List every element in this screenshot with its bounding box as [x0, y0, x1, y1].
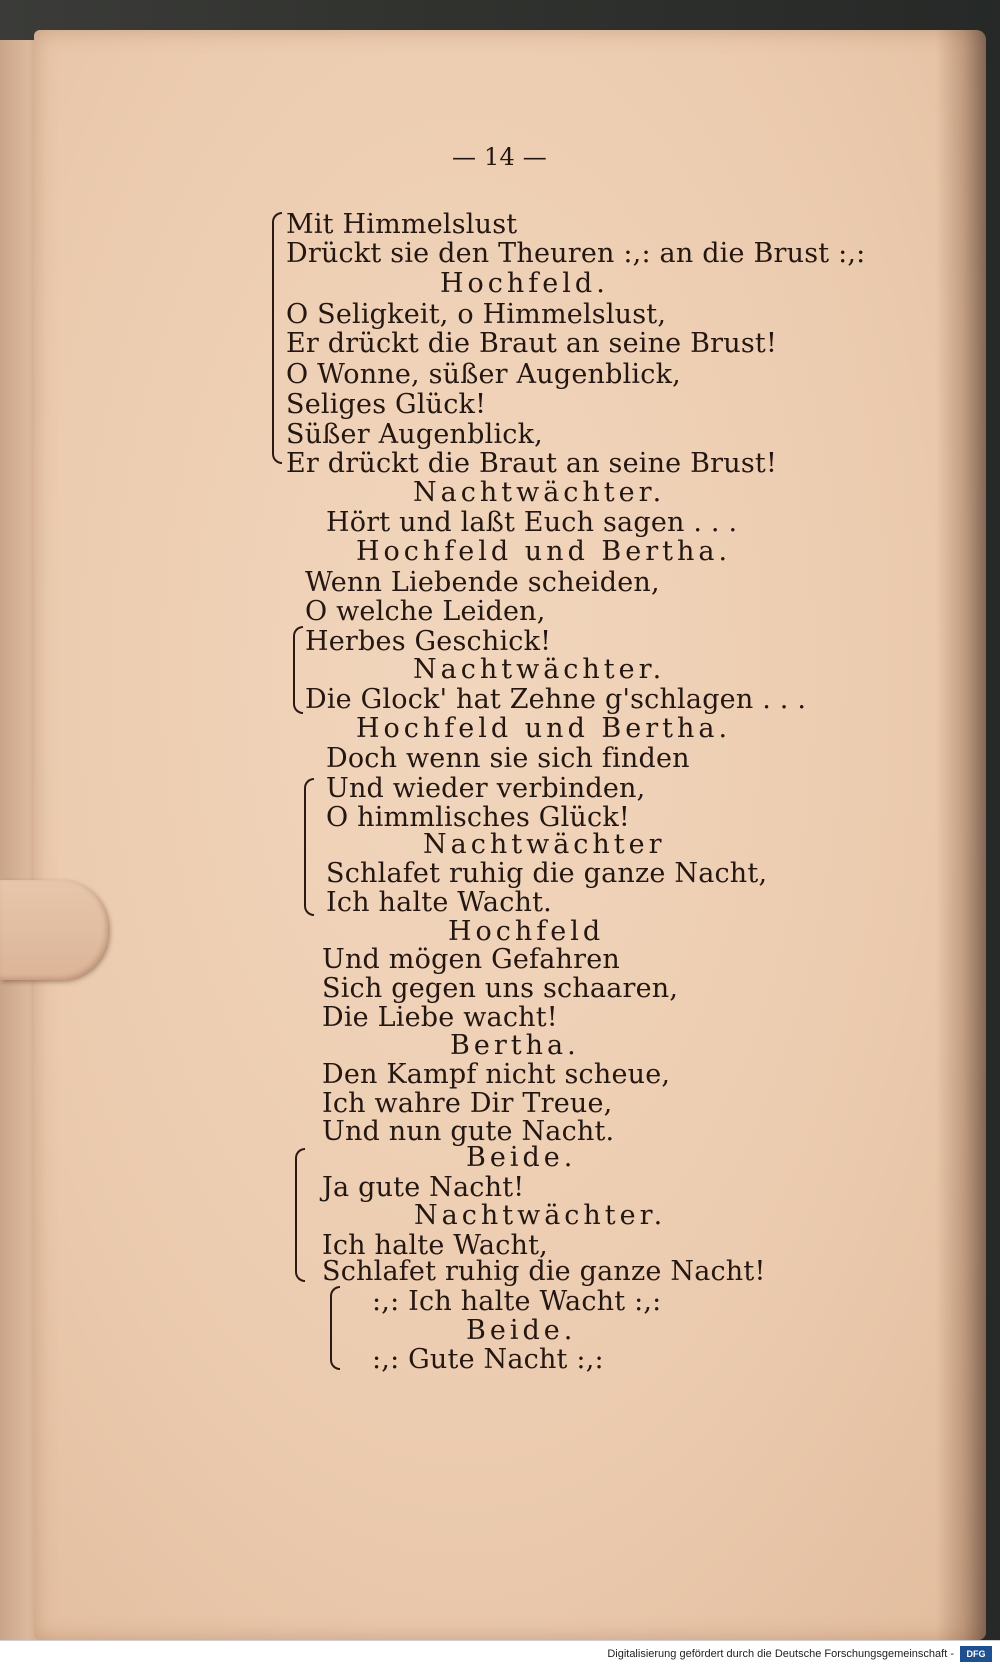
speaker-name: Nachtwächter [423, 829, 666, 860]
footer-credit: Digitalisierung gefördert durch die Deutsche Forschungsgemeinschaft - [607, 1648, 954, 1660]
verse-line: Den Kampf nicht scheue, [322, 1059, 671, 1090]
verse-line: Die Glock' hat Zehne g'schlagen . . . [305, 684, 807, 715]
speaker-name: Nachtwächter. [413, 477, 666, 508]
bracket-1 [272, 212, 282, 464]
verse-line: Ich halte Wacht, [322, 1230, 548, 1261]
verse-line: :,: Gute Nacht :,: [372, 1344, 604, 1375]
page-number: — 14 — [452, 143, 547, 171]
verse-line: Und nun gute Nacht. [322, 1116, 615, 1147]
speaker-name: Bertha. [450, 1030, 580, 1061]
verse-line: Ja gute Nacht! [322, 1172, 525, 1203]
verse-line: Mit Himmelslust [286, 209, 518, 240]
verse-line: Schlafet ruhig die ganze Nacht! [322, 1256, 766, 1287]
bracket-2 [293, 626, 303, 714]
speaker-name: Hochfeld und Bertha. [356, 536, 732, 567]
verse-line: Wenn Liebende scheiden, [305, 567, 660, 598]
verse-line: O welche Leiden, [305, 596, 546, 627]
verse-line: Sich gegen uns schaaren, [322, 973, 679, 1004]
speaker-name: Hochfeld und Bertha. [356, 713, 732, 744]
speaker-name: Nachtwächter. [414, 1200, 667, 1231]
speaker-name: Beide. [466, 1142, 577, 1173]
speaker-name: Hochfeld. [440, 268, 609, 299]
dfg-logo: DFG [960, 1646, 992, 1662]
page-gutter-shadow [936, 30, 986, 1640]
verse-line: :,: Ich halte Wacht :,: [372, 1286, 662, 1317]
verse-line: Süßer Augenblick, [286, 419, 543, 450]
verse-line: Er drückt die Braut an seine Brust! [286, 448, 778, 479]
verse-line: Doch wenn sie sich finden [326, 743, 690, 774]
page-clip [0, 880, 108, 980]
verse-line: O Wonne, süßer Augenblick, [286, 359, 681, 390]
bracket-5 [330, 1286, 340, 1370]
speaker-name: Hochfeld [448, 916, 605, 947]
verse-line: O Seligkeit, o Himmelslust, [286, 299, 667, 330]
verse-line: Hört und laßt Euch sagen . . . [326, 507, 738, 538]
verse-line: Und wieder verbinden, [326, 773, 646, 804]
verse-line: O himmlisches Glück! [326, 802, 630, 833]
verse-line: Und mögen Gefahren [322, 944, 621, 975]
speaker-name: Nachtwächter. [413, 654, 666, 685]
verse-line: Er drückt die Braut an seine Brust! [286, 328, 778, 359]
bracket-3 [304, 778, 314, 916]
verse-line: Ich wahre Dir Treue, [322, 1088, 613, 1119]
verse-line: Die Liebe wacht! [322, 1002, 558, 1033]
verse-line: Ich halte Wacht. [326, 887, 552, 918]
bracket-4 [295, 1148, 305, 1282]
verse-line: Drückt sie den Theuren :,: an die Brust :,: [286, 238, 866, 269]
verse-line: Schlafet ruhig die ganze Nacht, [326, 858, 768, 889]
footer-bar [0, 1640, 1000, 1670]
verse-line: Herbes Geschick! [305, 626, 552, 657]
speaker-name: Beide. [466, 1315, 577, 1346]
verse-line: Seliges Glück! [286, 389, 487, 420]
